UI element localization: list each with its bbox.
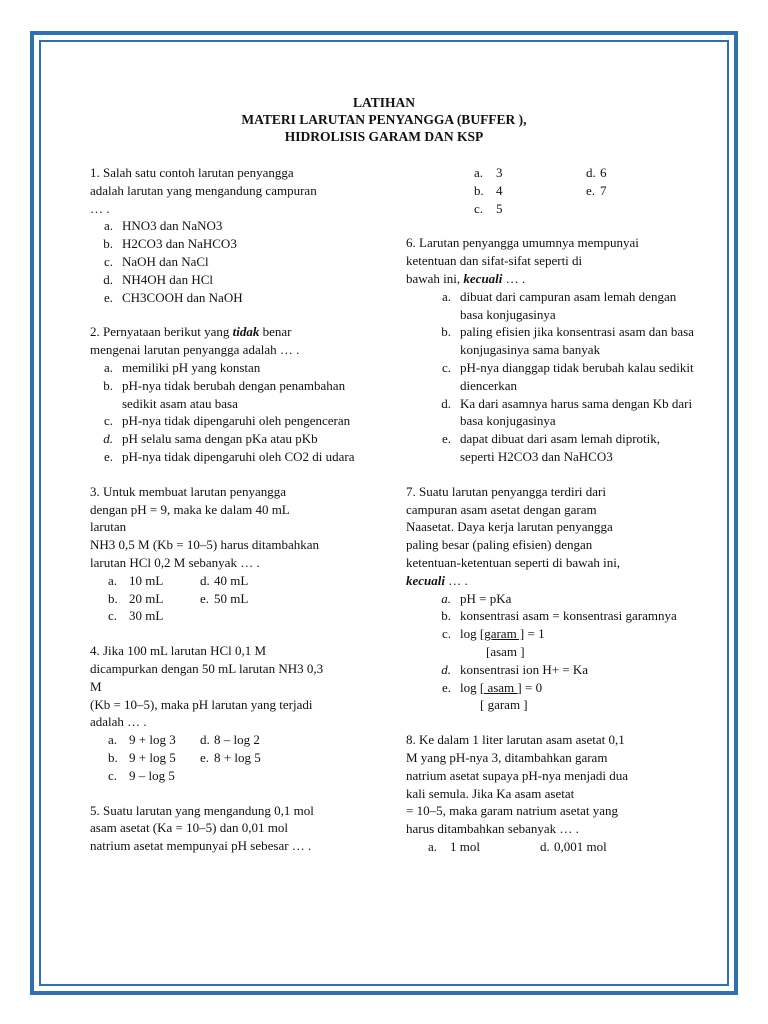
q1-option-e[interactable]: e. CH3COOH dan NaOH <box>103 289 243 305</box>
q1-option-b[interactable]: b. H2CO3 dan NaHCO3 <box>103 236 237 252</box>
q8-stem-1: 8. Ke dalam 1 liter larutan asam asetat 0,1 <box>406 732 625 748</box>
q4-option-d[interactable]: d. 8 – log 2 <box>200 732 260 748</box>
q5-options-row-3 <box>406 200 696 218</box>
q6-stem-3: bawah ini, kecuali … . <box>406 270 526 286</box>
q4-stem-2: dicampurkan dengan 50 mL larutan NH3 0,3 <box>90 660 324 676</box>
q6-stem-2: ketentuan dan sifat-sifat seperti di <box>406 253 583 269</box>
q8-stem-5: = 10–5, maka garam natrium asetat yang <box>406 803 619 819</box>
q5-options-row-2 <box>406 182 696 200</box>
q4-stem-3: M <box>90 678 102 694</box>
question-7 <box>406 483 696 714</box>
q3-stem-5: larutan HCl 0,2 M sebanyak … . <box>90 554 260 570</box>
q7-stem-6: kecuali … . <box>406 572 468 588</box>
q5-options <box>406 164 696 217</box>
q2-stem-2: mengenai larutan penyangga adalah … . <box>90 342 300 358</box>
q1-stem-2: adalah larutan yang mengandung campuran <box>90 182 317 198</box>
q5-stem-2: asam asetat (Ka = 10–5) dan 0,01 mol <box>90 820 288 836</box>
q8-stem-2: M yang pH-nya 3, ditambahkan garam <box>406 749 608 765</box>
q4-options-row-2 <box>90 749 372 767</box>
q3-option-a[interactable]: a. 10 mL <box>108 572 164 588</box>
q2-option-c[interactable]: c. pH-nya tidak dipengaruhi oleh pengenceran <box>103 413 351 429</box>
q1-option-c[interactable]: c. NaOH dan NaCl <box>103 253 209 269</box>
q1-stem-1: 1. Salah satu contoh larutan penyangga <box>90 165 294 180</box>
q3-option-d[interactable]: d. 40 mL <box>200 572 249 588</box>
q3-option-c[interactable]: c. 30 mL <box>108 608 164 624</box>
q3-option-e[interactable]: e. 50 mL <box>200 590 249 606</box>
q4-option-a[interactable]: a. 9 + log 3 <box>108 732 176 748</box>
q4-options-row-1 <box>90 731 372 749</box>
q2-option-a[interactable]: a. memiliki pH yang konstan <box>103 359 261 375</box>
question-3 <box>90 483 372 625</box>
q7-stem-5: ketentuan-ketentuan seperti di bawah ini, <box>406 554 621 570</box>
q2-option-b[interactable]: b. pH-nya tidak berubah dengan penambahan sedikit asam atau basa <box>103 377 346 411</box>
title-line-3: HIDROLISIS GARAM DAN KSP <box>284 129 484 144</box>
q2-option-d[interactable]: d. pH selalu sama dengan pKa atau pKb <box>103 431 318 447</box>
right-column <box>406 164 696 856</box>
q5-option-d[interactable]: d. 6 <box>586 165 607 180</box>
q6-option-e[interactable]: e. dapat dibuat dari asam lemah diprotik, seperti H2CO3 dan NaHCO3 <box>441 431 660 464</box>
q3-option-b[interactable]: b. 20 mL <box>108 590 164 606</box>
title-line-1: LATIHAN <box>352 95 415 110</box>
q4-option-e[interactable]: e. 8 + log 5 <box>200 749 261 765</box>
q7-option-c-denominator: [asam ] <box>486 643 525 659</box>
q3-stem-3: larutan <box>90 519 127 535</box>
q6-stem-1: 6. Larutan penyangga umumnya mempunyai <box>406 235 639 251</box>
q1-option-a[interactable]: a. HNO3 dan NaNO3 <box>103 218 223 234</box>
q3-options-row-3 <box>90 607 372 625</box>
q2-option-e[interactable]: e. pH-nya tidak dipengaruhi oleh CO2 di udara <box>103 448 355 464</box>
q4-option-b[interactable]: b. 9 + log 5 <box>108 749 176 765</box>
q3-stem-2: dengan pH = 9, maka ke dalam 40 mL <box>90 501 290 517</box>
q6-option-b[interactable]: b. paling efisien jika konsentrasi asam dan basa konjugasinya sama banyak <box>441 324 694 358</box>
question-6 <box>406 234 696 465</box>
title-line-2: MATERI LARUTAN PENYANGGA (BUFFER ), <box>241 112 527 127</box>
q1-stem-3: … . <box>90 200 110 216</box>
question-1 <box>90 164 372 306</box>
question-4 <box>90 642 372 784</box>
q7-stem-1: 7. Suatu larutan penyangga terdiri dari <box>406 483 606 499</box>
q8-option-d[interactable]: d. 0,001 mol <box>540 838 607 854</box>
q5-option-c[interactable]: c. 5 <box>474 200 503 216</box>
q5-option-b[interactable]: b. 4 <box>474 182 503 198</box>
left-column <box>90 164 372 855</box>
q5-stem-3: natrium asetat mempunyai pH sebesar … . <box>90 838 312 854</box>
q6-option-c[interactable]: c. pH-nya dianggap tidak berubah kalau sedikit diencerkan <box>441 359 694 393</box>
q8-stem-6: harus ditambahkan sebanyak … . <box>406 821 579 837</box>
q5-option-a[interactable]: a. 3 <box>474 165 503 180</box>
q5-options-row-1 <box>406 164 696 182</box>
q7-stem-4: paling besar (paling efisien) dengan <box>406 537 593 553</box>
q7-option-d[interactable]: d. konsentrasi ion H+ = Ka <box>441 661 589 677</box>
q3-stem-4: NH3 0,5 M (Kb = 10–5) harus ditambahkan <box>90 537 320 553</box>
q4-stem-4: (Kb = 10–5), maka pH larutan yang terjadi <box>90 696 313 712</box>
q7-option-a[interactable]: a. pH = pKa <box>441 590 512 606</box>
q4-option-c[interactable]: c. 9 – log 5 <box>108 767 175 783</box>
q8-stem-3: natrium asetat supaya pH-nya menjadi dua <box>406 767 629 783</box>
q4-stem-5: adalah … . <box>90 714 147 730</box>
q2-stem-1: 2. Pernyataan berikut yang tidak benar <box>90 324 292 340</box>
q8-options-row-1 <box>406 838 696 856</box>
q7-option-e-denominator: [ garam ] <box>480 697 528 713</box>
q3-stem-1: 3. Untuk membuat larutan penyangga <box>90 483 287 499</box>
q3-options-row-1 <box>90 572 372 590</box>
q8-option-a[interactable]: a. 1 mol <box>428 838 480 854</box>
question-5 <box>90 802 372 855</box>
q5-stem-1: 5. Suatu larutan yang mengandung 0,1 mol <box>90 802 314 818</box>
q7-option-b[interactable]: b. konsentrasi asam = konsentrasi garamnya <box>441 608 677 624</box>
q5-option-e[interactable]: e. 7 <box>586 182 607 198</box>
q1-option-d[interactable]: d. NH4OH dan HCl <box>103 271 213 287</box>
q3-options-row-2 <box>90 590 372 608</box>
q7-stem-2: campuran asam asetat dengan garam <box>406 501 597 517</box>
q7-option-e[interactable]: e. log [ asam ] = 0 <box>441 679 543 695</box>
q6-option-a[interactable]: a. dibuat dari campuran asam lemah dengan basa konjugasinya <box>441 288 677 322</box>
question-8 <box>406 731 696 856</box>
q4-options-row-3 <box>90 767 372 785</box>
q4-stem-1: 4. Jika 100 mL larutan HCl 0,1 M <box>90 643 267 659</box>
q7-stem-3: Naasetat. Daya kerja larutan penyangga <box>406 519 613 535</box>
question-2 <box>90 323 372 465</box>
q8-stem-4: kali semula. Jika Ka asam asetat <box>406 785 575 801</box>
q7-option-c[interactable]: c. log [garam ] = 1 <box>441 626 545 642</box>
q6-option-d[interactable]: d. Ka dari asamnya harus sama dengan Kb dari basa konjugasinya <box>441 395 693 429</box>
